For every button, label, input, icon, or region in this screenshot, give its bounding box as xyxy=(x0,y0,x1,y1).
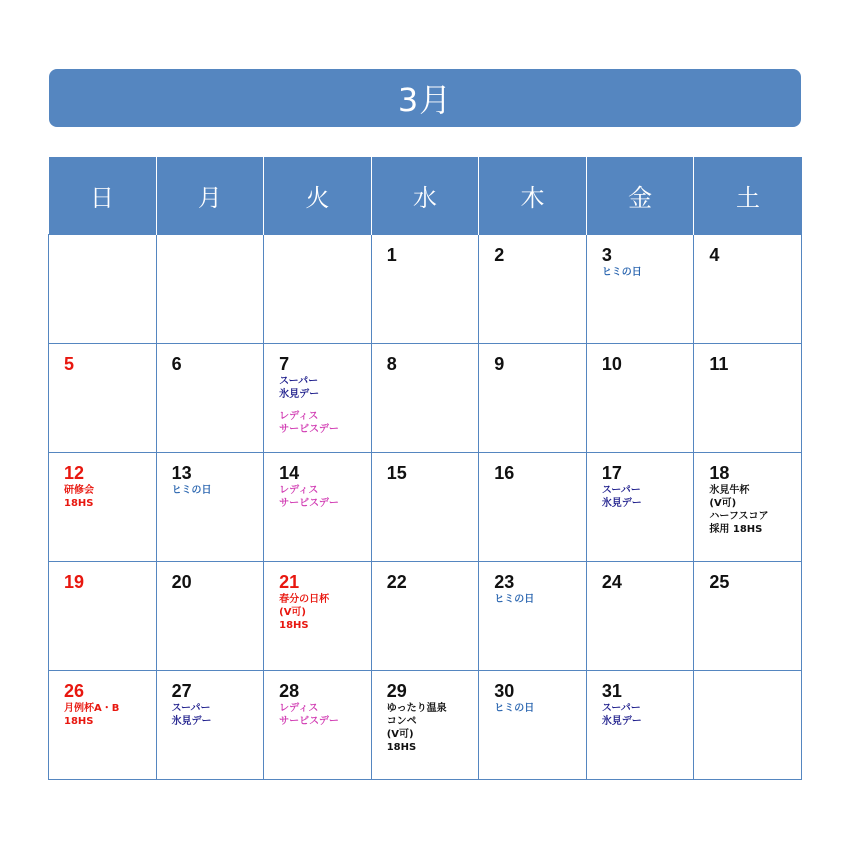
day-cell xyxy=(479,235,587,344)
day-cell-content xyxy=(587,235,694,343)
event-label: ヒミの日 xyxy=(601,267,642,278)
day-number: 20 xyxy=(171,572,192,592)
weekday-header-fri: 金 xyxy=(586,157,694,235)
day-number: 6 xyxy=(171,354,182,374)
day-number: 19 xyxy=(64,572,85,592)
day-cell xyxy=(694,235,802,344)
day-cell-content xyxy=(157,235,264,343)
day-cell xyxy=(264,562,372,671)
day-cell-content xyxy=(157,671,264,779)
day-cell-content xyxy=(264,562,371,670)
day-cell xyxy=(694,453,802,562)
weekday-header-tue: 火 xyxy=(264,157,372,235)
day-cell-content xyxy=(694,235,801,343)
day-number: 12 xyxy=(64,463,85,483)
day-cell xyxy=(586,344,694,453)
day-cell-content xyxy=(694,671,801,779)
day-cell xyxy=(479,344,587,453)
day-cell-content xyxy=(372,235,479,343)
day-cell-content xyxy=(49,235,156,343)
day-number: 11 xyxy=(709,354,729,374)
day-cell-content xyxy=(49,671,156,779)
weekday-header-wed: 水 xyxy=(371,157,479,235)
week-row xyxy=(49,344,802,453)
day-cell-content xyxy=(157,453,264,561)
weekday-header-thu: 木 xyxy=(479,157,587,235)
day-number: 28 xyxy=(279,681,300,701)
day-number: 4 xyxy=(709,245,720,265)
day-number: 26 xyxy=(64,681,85,701)
event-label: レディス サービスデー xyxy=(279,411,339,435)
day-number: 16 xyxy=(494,463,515,483)
day-cell xyxy=(371,671,479,780)
day-cell xyxy=(371,344,479,453)
day-cell xyxy=(371,562,479,671)
empty-day-cell xyxy=(49,235,157,344)
day-number: 30 xyxy=(494,681,515,701)
empty-day-cell xyxy=(264,235,372,344)
day-cell xyxy=(264,453,372,562)
event-label: レディス サービスデー xyxy=(279,485,339,509)
event-label: 月例杯A・B 18HS xyxy=(64,703,120,727)
day-number: 24 xyxy=(601,572,622,592)
event-label: ヒミの日 xyxy=(494,594,535,605)
day-cell xyxy=(586,453,694,562)
day-cell xyxy=(156,562,264,671)
month-title: 3月 xyxy=(397,81,453,119)
day-number: 23 xyxy=(494,572,515,592)
day-cell-content xyxy=(49,562,156,670)
day-cell-content xyxy=(694,344,801,452)
event-label: スーパー 氷見デー xyxy=(171,703,212,727)
day-cell-content xyxy=(587,453,694,561)
event-label: スーパー 氷見デー xyxy=(601,703,642,727)
day-number: 8 xyxy=(386,354,397,374)
day-cell xyxy=(156,344,264,453)
day-number: 5 xyxy=(64,354,75,374)
day-number: 18 xyxy=(709,463,730,483)
day-cell xyxy=(479,671,587,780)
event-label: 春分の日杯 (V可) 18HS xyxy=(279,594,330,631)
week-row xyxy=(49,562,802,671)
day-cell-content xyxy=(587,344,694,452)
day-number: 25 xyxy=(709,572,730,592)
day-cell-content xyxy=(264,671,371,779)
day-cell-content xyxy=(587,671,694,779)
day-cell xyxy=(264,671,372,780)
day-cell-content xyxy=(694,562,801,670)
event-label: ゆったり温泉 コンペ (V可) 18HS xyxy=(386,703,447,753)
day-cell-content xyxy=(264,453,371,561)
day-cell xyxy=(586,235,694,344)
day-number: 9 xyxy=(494,354,505,374)
day-cell xyxy=(586,671,694,780)
week-row xyxy=(49,235,802,344)
event-label: ヒミの日 xyxy=(494,703,535,714)
calendar-body xyxy=(49,235,802,780)
empty-day-cell xyxy=(156,235,264,344)
weekday-header-mon: 月 xyxy=(156,157,264,235)
day-cell-content xyxy=(264,235,371,343)
weekday-header-row xyxy=(49,157,802,235)
day-cell-content xyxy=(372,562,479,670)
day-cell-content xyxy=(49,453,156,561)
day-number: 29 xyxy=(386,681,407,701)
day-number: 7 xyxy=(279,354,290,374)
month-title-bar xyxy=(49,69,801,127)
day-number: 27 xyxy=(171,681,192,701)
event-label: ヒミの日 xyxy=(171,485,212,496)
day-cell-content xyxy=(479,671,586,779)
day-number: 2 xyxy=(494,245,505,265)
day-cell xyxy=(371,235,479,344)
day-number: 13 xyxy=(171,463,192,483)
day-cell xyxy=(694,562,802,671)
day-cell xyxy=(694,344,802,453)
day-number: 1 xyxy=(386,245,397,265)
day-cell xyxy=(371,453,479,562)
event-label: 研修会 18HS xyxy=(64,485,94,509)
weekday-header-sat: 土 xyxy=(694,157,802,235)
weekday-header-sun: 日 xyxy=(49,157,157,235)
event-label: 氷見牛杯 (V可) ハーフスコア 採用 18HS xyxy=(709,485,769,535)
day-cell xyxy=(479,562,587,671)
day-number: 17 xyxy=(601,463,622,483)
day-cell xyxy=(264,344,372,453)
day-cell-content xyxy=(157,562,264,670)
day-number: 3 xyxy=(601,245,612,265)
day-number: 14 xyxy=(279,463,300,483)
day-cell xyxy=(586,562,694,671)
day-number: 22 xyxy=(386,572,407,592)
day-cell-content xyxy=(157,344,264,452)
event-label: スーパー 氷見デー xyxy=(279,376,320,400)
week-row xyxy=(49,671,802,780)
day-cell xyxy=(156,671,264,780)
day-cell-content xyxy=(479,453,586,561)
event-label: スーパー 氷見デー xyxy=(601,485,642,509)
day-cell xyxy=(479,453,587,562)
day-cell xyxy=(49,671,157,780)
day-cell xyxy=(49,344,157,453)
day-cell-content xyxy=(479,562,586,670)
day-number: 21 xyxy=(279,572,300,592)
week-row xyxy=(49,453,802,562)
day-number: 15 xyxy=(386,463,407,483)
day-cell xyxy=(49,562,157,671)
day-cell-content xyxy=(479,344,586,452)
day-cell xyxy=(156,453,264,562)
day-cell xyxy=(49,453,157,562)
empty-day-cell xyxy=(694,671,802,780)
event-label: レディス サービスデー xyxy=(279,703,339,727)
day-cell-content xyxy=(372,344,479,452)
day-number: 10 xyxy=(601,354,622,374)
day-cell-content xyxy=(264,344,371,452)
day-cell-content xyxy=(479,235,586,343)
day-cell-content xyxy=(372,671,479,779)
calendar-grid xyxy=(48,157,802,780)
day-cell-content xyxy=(372,453,479,561)
day-cell-content xyxy=(694,453,801,561)
day-cell-content xyxy=(49,344,156,452)
day-cell-content xyxy=(587,562,694,670)
day-number: 31 xyxy=(601,681,622,701)
